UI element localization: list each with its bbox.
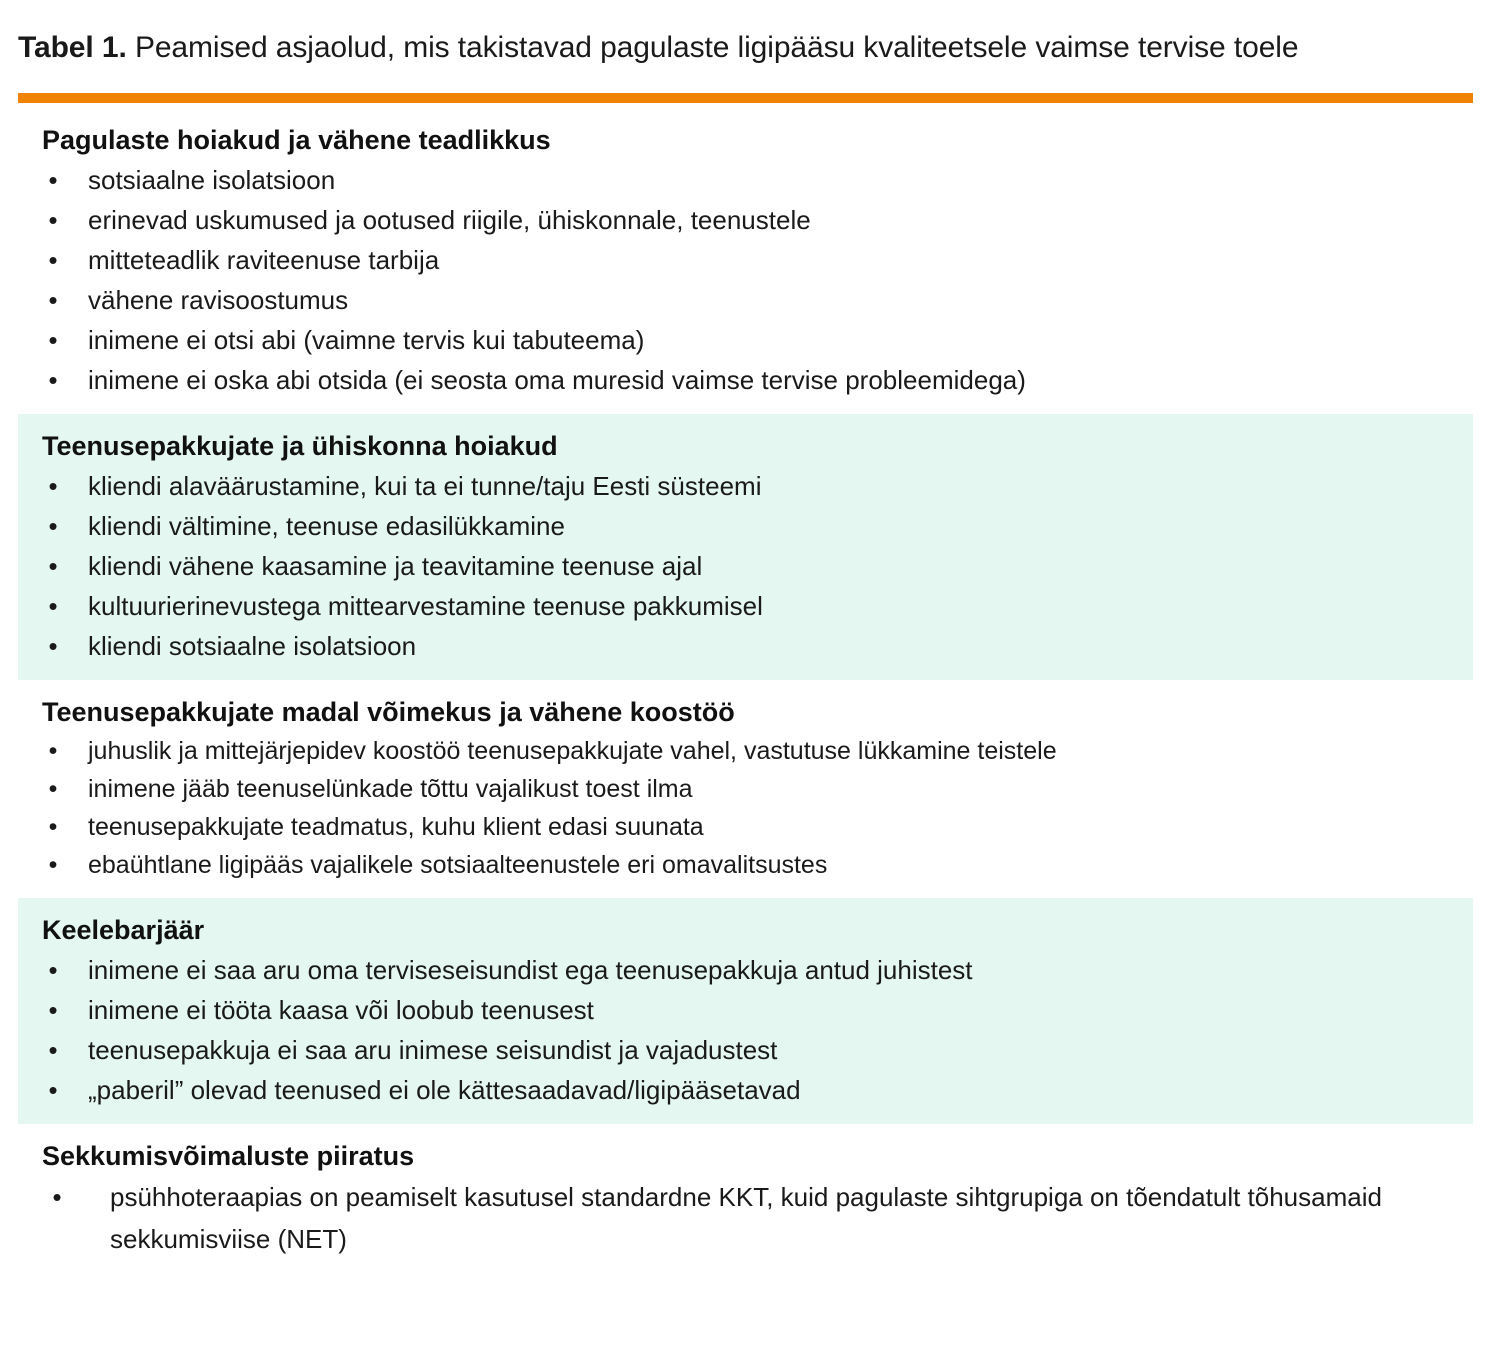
list-item xyxy=(18,360,1473,400)
table-section xyxy=(18,414,1473,680)
list-item-text: teenusepakkuja ei saa aru inimese seisundist ja vajadustest xyxy=(88,1035,778,1065)
list-item xyxy=(18,808,1473,846)
list-item-text: kliendi vähene kaasamine ja teavitamine teenuse ajal xyxy=(88,551,703,581)
list-item xyxy=(18,1030,1473,1070)
list-item xyxy=(18,732,1473,770)
bullet-icon: • xyxy=(52,1182,62,1212)
list-item-text: juhuslik ja mittejärjepidev koostöö teenusepakkujate vahel, vastutuse lükkamine teistele xyxy=(88,737,1057,765)
list-item xyxy=(18,626,1473,666)
section-bullet-list xyxy=(18,732,1473,884)
list-item-text: ebaühtlane ligipääs vajalikele sotsiaalteenustele eri omavalitsustes xyxy=(88,851,828,879)
bullet-icon: • xyxy=(48,775,58,803)
list-item-text: inimene ei otsi abi (vaimne tervis kui tabuteema) xyxy=(88,325,645,355)
list-item-text: kliendi sotsiaalne isolatsioon xyxy=(88,631,417,661)
bullet-icon: • xyxy=(48,471,58,501)
bullet-icon: • xyxy=(48,285,58,315)
bullet-icon: • xyxy=(48,551,58,581)
header-rule xyxy=(18,93,1473,103)
bullet-icon: • xyxy=(48,631,58,661)
bullet-icon: • xyxy=(48,205,58,235)
list-item xyxy=(18,586,1473,626)
table-section xyxy=(18,898,1473,1124)
bullet-icon: • xyxy=(48,1075,58,1105)
list-item-text: kultuurierinevustega mittearvestamine teenuse pakkumisel xyxy=(88,591,763,621)
bullet-icon: • xyxy=(48,1035,58,1065)
table-caption-text: Peamised asjaolud, mis takistavad pagulaste ligipääsu kvaliteetsele vaimse tervise toele xyxy=(134,31,1299,64)
bullet-icon: • xyxy=(48,365,58,395)
list-item xyxy=(18,770,1473,808)
section-heading: Sekkumisvõimaluste piiratus xyxy=(42,1141,415,1171)
list-item xyxy=(18,1176,1473,1260)
bullet-icon: • xyxy=(48,511,58,541)
bullet-icon: • xyxy=(48,165,58,195)
list-item xyxy=(18,160,1473,200)
list-item-text: inimene ei oska abi otsida (ei seosta oma muresid vaimse tervise probleemidega) xyxy=(88,365,1026,395)
section-bullet-list xyxy=(18,950,1473,1110)
table-section xyxy=(18,1124,1473,1274)
list-item xyxy=(18,846,1473,884)
table-caption xyxy=(18,28,1473,68)
section-bullet-list xyxy=(18,466,1473,666)
bullet-icon: • xyxy=(48,325,58,355)
section-heading: Teenusepakkujate ja ühiskonna hoiakud xyxy=(42,431,558,461)
bullet-icon: • xyxy=(48,851,58,879)
list-item xyxy=(18,950,1473,990)
list-item xyxy=(18,546,1473,586)
list-item-text: inimene jääb teenuselünkade tõttu vajalikust toest ilma xyxy=(88,775,693,803)
list-item-text: erinevad uskumused ja ootused riigile, ühiskonnale, teenustele xyxy=(88,205,811,235)
bullet-icon: • xyxy=(48,813,58,841)
list-item-text: kliendi alaväärustamine, kui ta ei tunne/taju Eesti süsteemi xyxy=(88,471,762,501)
section-bullet-list xyxy=(18,1176,1473,1260)
bullet-icon: • xyxy=(48,955,58,985)
section-bullet-list xyxy=(18,160,1473,400)
bullet-icon: • xyxy=(48,737,58,765)
list-item-text: mitteteadlik raviteenuse tarbija xyxy=(88,245,440,275)
table-section xyxy=(18,680,1473,898)
list-item-text: vähene ravisoostumus xyxy=(88,285,349,315)
table-caption-label: Tabel 1. xyxy=(18,31,127,64)
list-item xyxy=(18,200,1473,240)
list-item xyxy=(18,280,1473,320)
list-item-text: teenusepakkujate teadmatus, kuhu klient edasi suunata xyxy=(88,813,704,841)
list-item-text: „paberil” olevad teenused ei ole kättesaadavad/ligipääsetavad xyxy=(88,1075,801,1105)
list-item xyxy=(18,240,1473,280)
list-item-text: psühhoteraapias on peamiselt kasutusel standardne KKT, kuid pagulaste sihtgrupiga on tõendatult tõhusamaid sekkumisviise (NET) xyxy=(110,1182,1382,1254)
list-item xyxy=(18,320,1473,360)
list-item xyxy=(18,1070,1473,1110)
list-item xyxy=(18,990,1473,1030)
bullet-icon: • xyxy=(48,245,58,275)
section-heading: Pagulaste hoiakud ja vähene teadlikkus xyxy=(42,125,551,155)
list-item-text: inimene ei tööta kaasa või loobub teenusest xyxy=(88,995,594,1025)
section-heading: Teenusepakkujate madal võimekus ja vähene koostöö xyxy=(42,697,735,727)
bullet-icon: • xyxy=(48,995,58,1025)
list-item xyxy=(18,506,1473,546)
list-item-text: sotsiaalne isolatsioon xyxy=(88,165,336,195)
list-item-text: kliendi vältimine, teenuse edasilükkamine xyxy=(88,511,565,541)
table-body xyxy=(0,108,1497,1274)
bullet-icon: • xyxy=(48,591,58,621)
list-item xyxy=(18,466,1473,506)
section-heading: Keelebarjäär xyxy=(42,915,205,945)
table-section xyxy=(18,108,1473,414)
list-item-text: inimene ei saa aru oma terviseseisundist ega teenusepakkuja antud juhistest xyxy=(88,955,973,985)
